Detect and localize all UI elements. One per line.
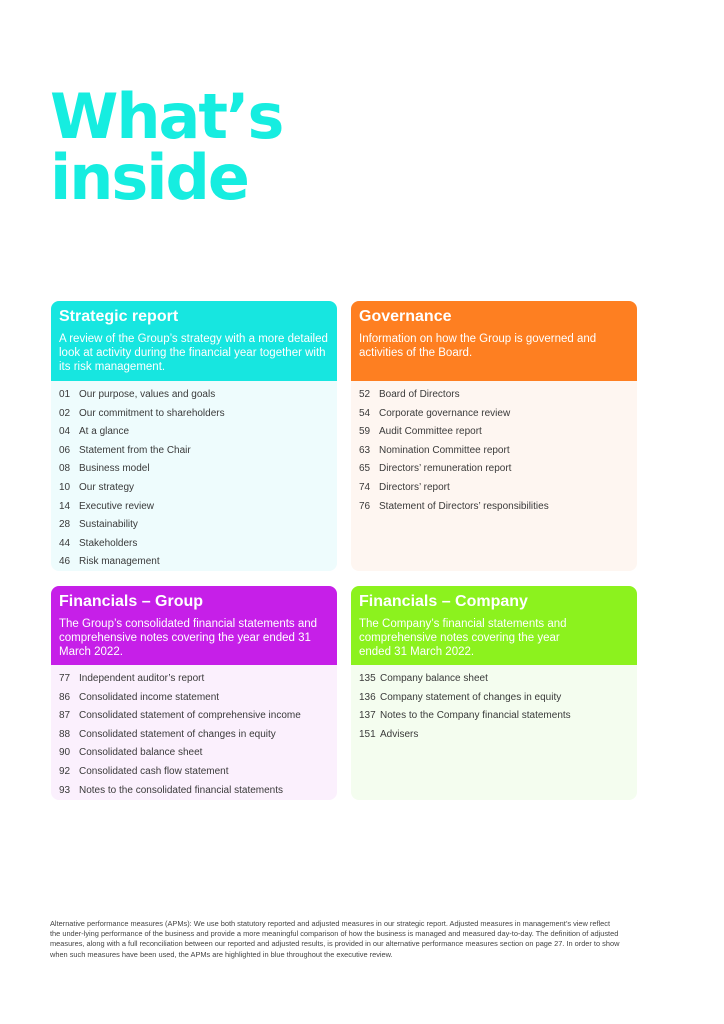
page-title-line-2: inside — [50, 141, 248, 214]
contents-item[interactable] — [59, 782, 329, 800]
contents-item[interactable] — [359, 670, 629, 689]
contents-item[interactable] — [59, 535, 329, 554]
page-number: 28 — [59, 519, 71, 531]
item-label: Consolidated income statement — [79, 691, 220, 703]
page-number: 93 — [59, 784, 71, 796]
page-number: 90 — [59, 747, 71, 759]
item-label: Directors’ remuneration report — [379, 463, 512, 475]
section-description: A review of the Group’s strategy with a more detailed look at activity during the financial year together with its risk management. — [59, 333, 328, 373]
page-number: 137 — [359, 710, 376, 722]
contents-item[interactable] — [59, 707, 329, 726]
page-number: 52 — [359, 389, 371, 400]
contents-item[interactable] — [59, 479, 329, 498]
item-label: Notes to the consolidated financial statements — [79, 784, 284, 796]
strategic-report-header — [51, 301, 337, 381]
page-number: 74 — [359, 481, 371, 493]
page-title-line-1: What’s — [50, 80, 283, 153]
page-number: 76 — [359, 500, 371, 512]
page-number: 136 — [359, 691, 376, 703]
contents-item[interactable] — [359, 442, 629, 461]
contents-item[interactable] — [59, 498, 329, 517]
section-description: Information on how the Group is governed and activities of the Board. — [359, 333, 597, 359]
governance-header — [351, 301, 637, 381]
contents-item[interactable] — [359, 726, 629, 745]
contents-item[interactable] — [59, 405, 329, 424]
financials-group-header — [51, 586, 337, 665]
item-label: Consolidated statement of comprehensive income — [79, 710, 301, 722]
financials-company-header — [351, 586, 637, 665]
contents-item[interactable] — [359, 689, 629, 708]
item-label: Risk management — [79, 556, 160, 568]
item-label: Board of Directors — [379, 389, 460, 400]
page-number: 77 — [59, 673, 71, 684]
section-title: Financials – Group — [59, 593, 204, 610]
item-label: Stakeholders — [79, 537, 138, 549]
item-label: Our purpose, values and goals — [79, 389, 216, 400]
section-title: Governance — [359, 308, 452, 325]
contents-item[interactable] — [359, 460, 629, 479]
financials-group-card — [51, 586, 337, 800]
item-label: Advisers — [380, 728, 419, 740]
page-number: 01 — [59, 389, 71, 400]
item-label: Consolidated cash flow statement — [79, 765, 229, 777]
item-label: Consolidated statement of changes in equity — [79, 728, 276, 740]
contents-item[interactable] — [59, 423, 329, 442]
item-label: Independent auditor’s report — [79, 673, 205, 684]
page-number: 14 — [59, 500, 71, 512]
page-number: 10 — [59, 481, 71, 493]
section-description: The Group’s consolidated financial statements and comprehensive notes covering the year ended 31 March 2022. — [59, 618, 318, 658]
contents-item[interactable] — [59, 553, 329, 571]
apm-footnote: Alternative performance measures (APMs): We use both statutory reported and adjusted measures in our strategic report. Adjusted measures in management’s view reflect the under-lying performance of the business and provide a more meaningful comparison of how the business is managed and measured day-to-day. The definition of adjusted measures, along with a full reconciliation between our reported and adjusted results, is provided in our alternative performance measures section on page 27. In order to show when such measures have been used, the APMs are highlighted in blue throughout the executive review. — [50, 919, 620, 959]
contents-item[interactable] — [59, 726, 329, 745]
contents-item[interactable] — [359, 423, 629, 442]
page-number: 02 — [59, 407, 71, 419]
contents-item[interactable] — [359, 707, 629, 726]
item-label: Statement of Directors’ responsibilities — [379, 500, 549, 512]
page-number: 54 — [359, 407, 371, 419]
financials-company-card — [351, 586, 637, 800]
contents-item[interactable] — [59, 516, 329, 535]
section-description: The Company’s financial statements and comprehensive notes covering the year ended 31 March 2022. — [359, 618, 567, 658]
item-label: Company statement of changes in equity — [380, 691, 562, 703]
item-label: Statement from the Chair — [79, 444, 191, 456]
section-title: Strategic report — [59, 308, 179, 325]
page-number: 08 — [59, 463, 71, 475]
contents-list — [51, 665, 337, 800]
item-label: Executive review — [79, 500, 155, 512]
contents-item[interactable] — [59, 689, 329, 708]
contents-item[interactable] — [59, 460, 329, 479]
page-number: 135 — [359, 673, 376, 684]
contents-item[interactable] — [359, 479, 629, 498]
page-number: 88 — [59, 728, 71, 740]
page-number: 151 — [359, 728, 376, 740]
governance-card — [351, 301, 637, 571]
page-number: 44 — [59, 537, 71, 549]
item-label: Directors’ report — [379, 481, 450, 493]
item-label: Nomination Committee report — [379, 444, 510, 456]
strategic-report-card — [51, 301, 337, 571]
item-label: Company balance sheet — [380, 673, 488, 684]
item-label: Audit Committee report — [379, 426, 482, 438]
item-label: Corporate governance review — [379, 407, 511, 419]
page-number: 92 — [59, 765, 71, 777]
page-title — [50, 80, 283, 214]
section-title: Financials – Company — [359, 593, 528, 610]
contents-item[interactable] — [359, 386, 629, 405]
item-label: Notes to the Company financial statements — [380, 710, 571, 722]
item-label: Consolidated balance sheet — [79, 747, 203, 759]
contents-item[interactable] — [59, 763, 329, 782]
item-label: Our commitment to shareholders — [79, 407, 225, 419]
contents-item[interactable] — [359, 405, 629, 424]
page-number: 63 — [359, 444, 371, 456]
contents-item[interactable] — [59, 670, 329, 689]
item-label: At a glance — [79, 426, 130, 438]
page-number: 65 — [359, 463, 371, 475]
contents-item[interactable] — [359, 498, 629, 517]
page-number: 87 — [59, 710, 71, 722]
page-number: 06 — [59, 444, 71, 456]
item-label: Sustainability — [79, 519, 138, 531]
contents-item[interactable] — [59, 386, 329, 405]
page-number: 86 — [59, 691, 71, 703]
contents-list — [51, 381, 337, 571]
item-label: Business model — [79, 463, 150, 475]
contents-list — [351, 381, 637, 516]
contents-item[interactable] — [59, 744, 329, 763]
contents-list — [351, 665, 637, 744]
page-number: 46 — [59, 556, 71, 568]
page-number: 59 — [359, 426, 371, 438]
page-number: 04 — [59, 426, 71, 438]
item-label: Our strategy — [79, 481, 135, 493]
contents-item[interactable] — [59, 442, 329, 461]
